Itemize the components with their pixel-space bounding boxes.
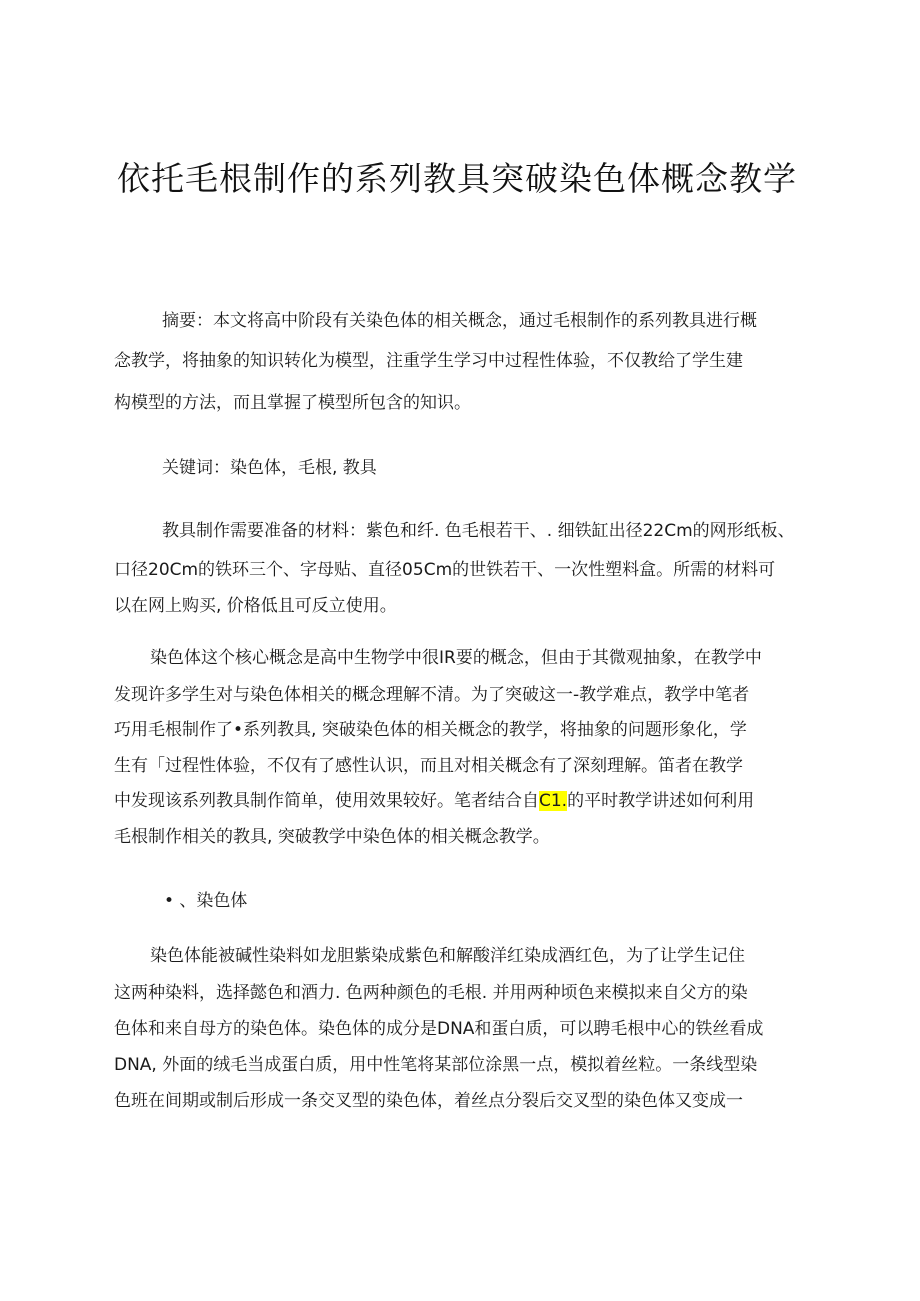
section-body-line: 染色体能被碱性染料如龙胆紫染成紫色和解酸洋红染成酒红色，为了让学生记住 <box>150 946 745 966</box>
intro-line: 生有「过程性体验，不仅有了感性认识，而且对相关概念有了深刻理解。笛者在教学 <box>114 756 743 776</box>
section-body-line: DNA, 外面的绒毛当成蛋白质，用中性笔将某部位涂黑一点，模拟着丝粒。一条线型染 <box>114 1055 758 1075</box>
highlighted-text: C1. <box>539 791 568 811</box>
section-body-line: 色班在间期或制后形成一条交叉型的染色体，着丝点分裂后交叉型的染色体又变成一 <box>114 1091 743 1111</box>
intro-line: 发现许多学生对与染色体相关的概念理解不清。为了突破这一-教学难点，教学中笔者 <box>114 685 750 705</box>
intro-line: 染色体这个核心概念是高中生物学中很IR要的概念，但由于其微观抽象，在教学中 <box>150 648 762 668</box>
materials-line: 教具制作需要准备的材料：紫色和纤. 色毛根若干、. 细铁缸出径22Cm的网形纸板、 <box>162 521 795 541</box>
section-body-line: 这两种染料，选择懿色和酒力. 色两种颜色的毛根. 并用两种顷色来模拟来自父方的染 <box>114 983 748 1003</box>
materials-line: 口径20Cm的铁环三个、字母贴、直径05Cm的世铁若干、一次性塑料盒。所需的材料可 <box>114 560 776 580</box>
section-heading: • 、染色体 <box>164 891 248 911</box>
section-body-line: 色体和来自母方的染色体。染色体的成分是DNA和蛋白质，可以聘毛根中心的铁丝看成 <box>114 1019 764 1039</box>
intro-text-before: 中发现该系列教具制作简单，使用效果较好。笔者结合自 <box>114 791 539 811</box>
document-title: 依托毛根制作的系列教具突破染色体概念教学 <box>117 159 797 198</box>
materials-line: 以在网上购买, 价格低且可反立使用。 <box>114 596 397 616</box>
abstract-line: 念教学，将抽象的知识转化为模型，注重学生学习中过程性体验，不仅教给了学生建 <box>114 351 743 371</box>
abstract-line: 摘要：本文将高中阶段有关染色体的相关概念，通过毛根制作的系列教具进行概 <box>162 311 757 331</box>
intro-text-after: 的平时教学讲述如何利用 <box>567 791 755 811</box>
intro-line: 毛根制作相关的教具, 突破教学中染色体的相关概念教学。 <box>114 827 550 847</box>
abstract-line: 构模型的方法，而且掌握了模型所包含的知识。 <box>114 393 471 413</box>
keywords: 关键词：染色体，毛根, 教具 <box>162 458 377 478</box>
intro-line: 巧用毛根制作了•系列教具, 突破染色体的相关概念的教学，将抽象的问题形象化，学 <box>114 720 747 740</box>
intro-line-with-highlight <box>114 789 754 813</box>
